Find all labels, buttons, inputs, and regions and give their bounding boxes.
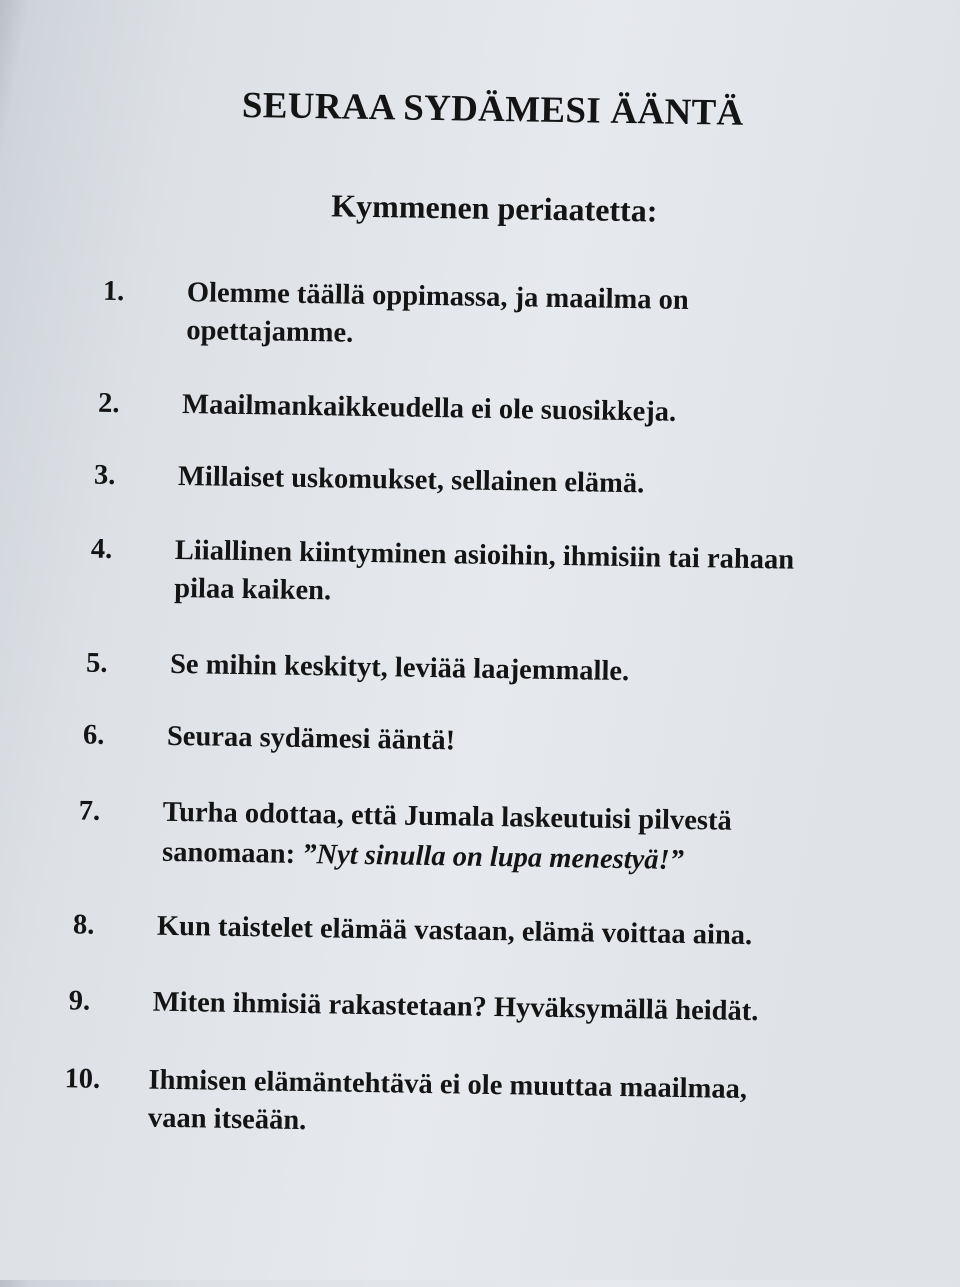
item-number: 9.: [68, 985, 91, 1017]
item-number: 5.: [85, 647, 108, 679]
item-text: Turha odottaa, että Jumala laskeutuisi pilvestä: [162, 796, 732, 837]
item-number: 2.: [97, 387, 120, 420]
item-text: opettajamme.: [186, 315, 354, 349]
item-text: Olemme täällä oppimassa, ja maailma on: [186, 277, 690, 316]
item-number: 10.: [64, 1063, 101, 1095]
item-text: Millaiset uskomukset, sellainen elämä.: [177, 460, 645, 500]
item-quote: ”Nyt sinulla on lupa menestyä!”: [302, 838, 685, 876]
item-number: 7.: [78, 795, 101, 827]
item-number: 8.: [72, 909, 95, 941]
item-number: 1.: [102, 275, 125, 308]
item-text: Kun taistelet elämää vastaan, elämä voittaa aina.: [156, 910, 753, 952]
document-title: SEURAA SYDÄMESI ÄÄNTÄ: [241, 84, 744, 134]
item-text: Miten ihmisiä rakastetaan? Hyväksymällä heidät.: [152, 986, 759, 1028]
item-text: Ihmisen elämäntehtävä ei ole muuttaa maailmaa,: [148, 1064, 748, 1105]
item-text: vaan itseään.: [147, 1102, 307, 1137]
item-text: Seuraa sydämesi ääntä!: [166, 720, 456, 757]
item-text: pilaa kaiken.: [174, 572, 332, 607]
item-text: sanomaan:: [161, 836, 296, 870]
item-number: 6.: [82, 719, 105, 751]
item-number: 3.: [93, 459, 116, 492]
item-text: Maailmankaikkeudella ei ole suosikkeja.: [181, 389, 677, 428]
item-text: Liiallinen kiintyminen asioihin, ihmisiin tai rahaan: [174, 534, 795, 576]
item-number: 4.: [90, 533, 113, 565]
item-text: Se mihin keskityt, leviää laajemmalle.: [169, 648, 630, 688]
document-subtitle: Kymmenen periaatetta:: [331, 187, 658, 229]
